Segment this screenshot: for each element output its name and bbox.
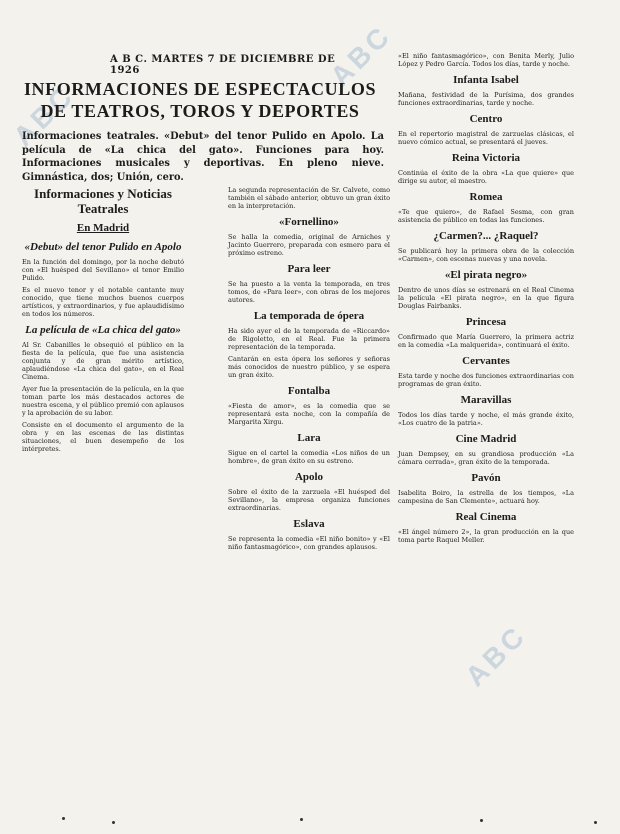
heading-eslava: Eslava [293,518,325,530]
title-line-1: INFORMACIONES DE ESPECTACULOS [23,79,377,99]
paragraph: «Fiesta de amor», es la comedia que se representará esta noche, con la compañía de Margarita Xirgu. [228,402,390,426]
heading-centro: Centro [469,113,503,125]
paragraph: En la función del domingo, por la noche debutó con «El huésped del Sevillano» el tenor Emilio Pulido. [22,258,184,282]
heading-lara: Lara [297,432,321,444]
heading-infanta-isabel: Infanta Isabel [453,74,519,86]
heading-debut-pulido: «Debut» del tenor Pulido en Apolo [24,241,182,253]
paragraph: «El ángel número 2», la gran producción en la que toma parte Raquel Meller. [398,528,574,544]
paragraph: Continúa el éxito de la obra «La que quiere» que dirige su autor, el maestro. [398,169,574,185]
paragraph: «El niño fantasmagórico», con Benita Merly, Julio López y Pedro García. Todos los días, tarde y noche. [398,52,574,68]
paragraph: Confirmado que María Guerrero, la primera actriz en la comedia «La malquerida», continuará el éxito. [398,333,574,349]
paragraph: Isabelita Boiro, la estrella de los tiempos, «La campesina de San Clemente», actuará hoy. [398,489,574,505]
dot-mark [112,821,115,824]
heading-fontalba: Fontalba [287,385,331,397]
heading-pirata-negro: «El pirata negro» [444,269,528,281]
subheading-en-madrid: En Madrid [76,222,130,234]
heading-fornellino: «Fornellino» [279,216,339,228]
paragraph: Es el nuevo tenor y el notable cantante muy conocido, que tiene muchos buenos cuerpos artísticos, y extraordinarios, y fue aplaudidísimo en todos los números. [22,286,184,318]
heading-reina-victoria: Reina Victoria [451,152,521,164]
paragraph: La segunda representación de Sr. Calvete, como también el sábado anterior, obtuvo un gran éxito en la interpretación. [228,186,390,210]
paragraph: Se publicará hoy la primera obra de la colección «Carmen», con escenas nuevas y una novela. [398,247,574,263]
heading-maravillas: Maravillas [460,394,512,406]
heading-opera: La temporada de ópera [253,310,365,322]
heading-romea: Romea [469,191,503,203]
registration-marks [0,815,620,827]
heading-real-cinema: Real Cinema [455,511,517,523]
paragraph: Sobre el éxito de la zarzuela «El huésped del Sevillano», la empresa organiza funciones extraordinarias. [228,488,390,512]
paragraph: Ayer fue la presentación de la película, en la que toman parte los más destacados actores de nuestra escena, y el público premió con aplausos y la aprobación de su labor. [22,385,184,417]
watermark-stamp: ABC [459,618,533,693]
title-line-2: DE TEATROS, TOROS Y DEPORTES [40,101,360,121]
paragraph: Sigue en el cartel la comedia «Los niños de un hombre», de gran éxito en su estreno. [228,449,390,465]
heading-princesa: Princesa [465,316,507,328]
summary-paragraph: Informaciones teatrales. «Debut» del tenor Pulido en Apolo. La película de «La chica del gato». Funciones para hoy. Informaciones musicales y deportivas. En pleno nieve. Gimnástica, dos; Unión, cero. [22,131,384,183]
watermark-stamp: ABC [7,78,81,153]
heading-cervantes: Cervantes [462,355,510,367]
paragraph: Dentro de unos días se estrenará en el Real Cinema la película «El pirata negro», en la que figura Douglas Fairbanks. [398,286,574,310]
column-3 [398,52,574,548]
paragraph: Consiste en el documento el argumento de la obra y en las escenas de las distintas situaciones, el buen desempeño de los intérpretes. [22,421,184,453]
dot-mark [594,821,597,824]
heading-cine-madrid: Cine Madrid [455,433,517,445]
paragraph: Mañana, festividad de la Purísima, dos grandes funciones extraordinarias, tarde y noche. [398,91,574,107]
paragraph: Todos los días tarde y noche, el más grande éxito, «Los cuatro de la patria». [398,411,574,427]
paragraph: En el repertorio magistral de zarzuelas clásicas, el nuevo cómico actual, se presentará el jueves. [398,130,574,146]
paragraph: Esta tarde y noche dos funciones extraordinarias con programas de gran éxito. [398,372,574,388]
page-header: A B C. MARTES 7 DE DICIEMBRE DE 1926 [110,54,336,76]
paragraph: «Te que quiero», de Rafael Sesma, con gran asistencia de público en todas las funciones. [398,208,574,224]
section-heading [22,186,184,216]
paragraph: Se halla la comedia, original de Arniches y Jacinto Guerrero, preparada con esmero para el próximo estreno. [228,233,390,257]
heading-pavon: Pavón [471,472,501,484]
paragraph: Se ha puesto a la venta la temporada, en tres tomos, de «Para leer», con obras de los mejores autores. [228,280,390,304]
heading-pelicula: La película de «La chica del gato» [25,324,181,336]
dot-mark [62,817,65,820]
heading-apolo: Apolo [294,471,324,483]
heading-carmen-raquel: ¿Carmen?... ¿Raquel? [433,230,539,242]
paragraph: Se representa la comedia «El niño bonito» y «El niño fantasmagórico», con grandes aplausos. [228,535,390,551]
dot-mark [480,819,483,822]
paragraph: Ha sido ayer el de la temporada de «Riccardo» de Rigoletto, en el Real. Fue la primera representación de la temporada. [228,327,390,351]
page-title [20,78,380,122]
dot-mark [300,818,303,821]
paragraph: Juan Dempsey, en su grandiosa producción «La cámara cerrada», gran éxito de la temporada. [398,450,574,466]
paragraph: Al Sr. Cabanilles le obsequió el público en la fiesta de la película, que fue una asistencia conjunta y de gran mérito artístico, aplaudiéndose «La chica del gato», en el Real Cinema. [22,341,184,381]
column-1 [22,186,184,457]
heading-para-leer: Para leer [287,263,331,275]
watermark-stamp: ABC [324,18,398,93]
column-2 [228,186,390,555]
section-heading-line-2: Teatrales [77,201,129,216]
section-heading-line-1: Informaciones y Noticias [34,186,172,201]
paragraph: Cantarán en esta ópera los señores y señoras más conocidos de nuestro público, y se espera un gran éxito. [228,355,390,379]
